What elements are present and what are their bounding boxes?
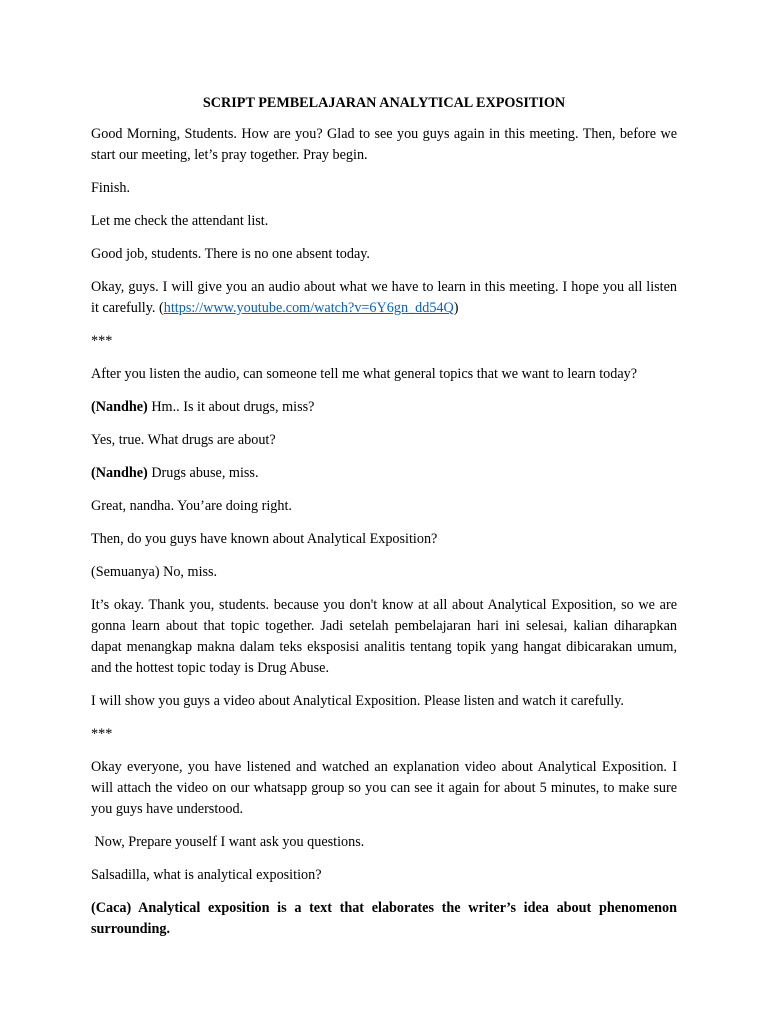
document-title: SCRIPT PEMBELAJARAN ANALYTICAL EXPOSITION <box>202 95 566 111</box>
paragraph-greeting: Good Morning, Students. How are you? Glad to see you guys again in this meeting. Then, before we start our meeting, let’s pray together. Pray begin. <box>91 126 677 163</box>
speaker-label: (Nandhe) <box>91 399 148 415</box>
speaker-text: Hm.. Is it about drugs, miss? <box>147 399 315 415</box>
paragraph-explanation: It’s okay. Thank you, students. because you don't know at all about Analytical Exposition, so we are gonna learn about that topic together. Jadi setelah pembelajaran hari ini selesai, kalian diharapkan dapat menangkap makna dalam teks eksposisi analitis tentang topik yang hangat dibicarakan umum, and the hottest topic today is Drug Abuse. <box>91 597 677 676</box>
separator-stars: *** <box>91 333 113 349</box>
paragraph-video: I will show you guys a video about Analytical Exposition. Please listen and watch it carefully. <box>91 693 624 709</box>
paragraph-known-question: Then, do you guys have known about Analytical Exposition? <box>91 531 438 547</box>
paragraph-nandhe-answer-1 <box>91 397 677 418</box>
speaker-text: Drugs abuse, miss. <box>147 465 259 481</box>
youtube-link[interactable]: https://www.youtube.com/watch?v=6Y6gn_dd54Q <box>163 300 454 316</box>
paragraph-finish: Finish. <box>91 180 131 196</box>
paragraph-caca-answer: (Caca) Analytical exposition is a text that elaborates the writer’s idea about phenomenon surrounding. <box>91 900 677 937</box>
paragraph-audio <box>91 277 677 319</box>
paragraph-prepare: Now, Prepare youself I want ask you questions. <box>91 834 365 850</box>
paragraph-all-answer: (Semuanya) No, miss. <box>91 564 218 580</box>
paragraph-nandhe-answer-2 <box>91 463 677 484</box>
audio-close-paren: ) <box>453 300 459 316</box>
audio-text: Okay, guys. I will give you an audio about what we have to learn in this meeting. I hope you all listen it carefully. ( <box>91 279 677 316</box>
paragraph-drugs-question: Yes, true. What drugs are about? <box>91 432 276 448</box>
paragraph-salsadilla-question: Salsadilla, what is analytical exposition? <box>91 867 322 883</box>
paragraph-praise: Great, nandha. You’are doing right. <box>91 498 292 514</box>
paragraph-after-video: Okay everyone, you have listened and watched an explanation video about Analytical Exposition. I will attach the video on our whatsapp group so you can see it again for about 5 minutes, to make sure you guys have understood. <box>91 759 677 817</box>
paragraph-attendance: Let me check the attendant list. <box>91 213 269 229</box>
document-body <box>91 93 677 952</box>
separator-stars: *** <box>91 726 113 742</box>
paragraph-no-absent: Good job, students. There is no one absent today. <box>91 246 370 262</box>
paragraph-question-topics: After you listen the audio, can someone tell me what general topics that we want to learn today? <box>91 366 638 382</box>
speaker-label: (Nandhe) <box>91 465 148 481</box>
